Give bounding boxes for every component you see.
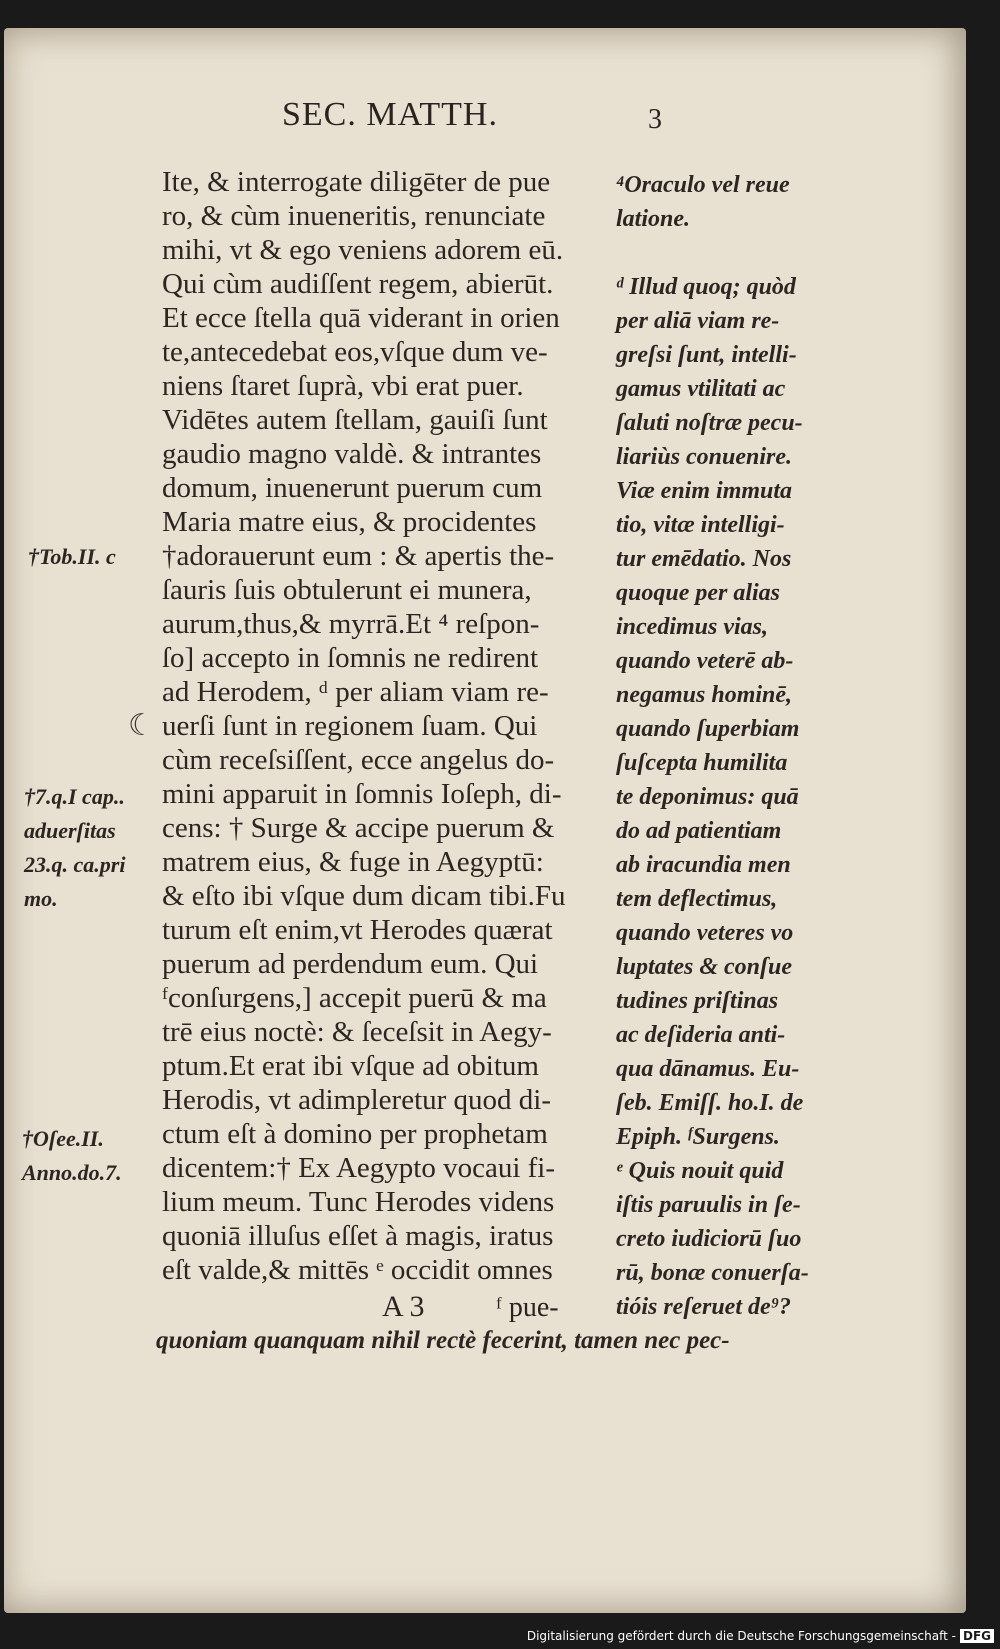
main-text-line: Qui cùm audiſſent regem, abierūt. — [162, 268, 554, 300]
gloss-line: tudines priſtinas — [616, 988, 779, 1014]
digitization-credit — [527, 1629, 994, 1643]
gloss-line: rū, bonæ conuerſa- — [616, 1260, 809, 1286]
main-text-line: dicentem:† Ex Aegypto vocaui fi- — [162, 1152, 556, 1184]
main-text-line: domum, inuenerunt puerum cum — [162, 472, 543, 504]
main-text-line: trē eius noctè: & ſeceſsit in Aegy- — [162, 1016, 552, 1048]
gloss-line: ſeb. Emiſſ. ho.I. de — [616, 1090, 804, 1116]
main-text-line: ad Herodem, ᵈ per aliam viam re- — [162, 676, 549, 708]
main-text-line: quoniā illuſus eſſet à magis, iratus — [162, 1220, 554, 1252]
catchword: ᶠ pue- — [496, 1292, 559, 1323]
gloss-line: ᵈ Illud quoq; quòd — [616, 274, 796, 300]
main-text-line: ptum.Et erat ibi vſque ad obitum — [162, 1050, 539, 1082]
main-text-line: & eſto ibi vſque dum dicam tibi.Fu — [162, 880, 566, 912]
main-text-line: †adorauerunt eum : & apertis the- — [162, 540, 555, 572]
main-text-line: ro, & cùm inueneritis, renunciate — [162, 200, 546, 232]
main-text-line: mini apparuit in ſomnis Ioſeph, di- — [162, 778, 562, 810]
main-text-line: mihi, vt & ego veniens adorem eū. — [162, 234, 564, 266]
gloss-line: quando veterē ab- — [616, 648, 794, 674]
gloss-line: tióis reſeruet de⁹? — [616, 1294, 791, 1320]
gloss-line: greſsi ſunt, intelli- — [616, 342, 797, 368]
gloss-line: negamus hominē, — [616, 682, 793, 708]
margin-note: Anno.do.7. — [22, 1160, 122, 1185]
gloss-line: ab iracundia men — [616, 852, 791, 878]
gloss-line: ⁴Oraculo vel reue — [616, 172, 790, 198]
main-text-line: Herodis, vt adimpleretur quod di- — [162, 1084, 551, 1116]
main-text-line: Ite, & interrogate diligēter de pue — [162, 166, 551, 198]
gloss-line: ᵉ Quis nouit quid — [616, 1158, 784, 1184]
gloss-line: Epiph. ᶠSurgens. — [616, 1124, 780, 1150]
running-title: SEC. MATTH. — [282, 96, 498, 133]
gloss-bottom-line: quoniam quanquam nihil rectè fecerint, tamen nec pec- — [156, 1327, 730, 1354]
gloss-line: incedimus vias, — [616, 614, 769, 640]
margin-note: 23.q. ca.pri — [24, 852, 126, 877]
main-text-line: ſauris ſuis obtulerunt ei munera, — [162, 574, 532, 606]
gloss-line: te deponimus: quā — [616, 784, 799, 810]
page-number: 3 — [648, 104, 662, 135]
margin-note: †7.q.I cap.. — [24, 784, 125, 809]
dfg-logo: DFG — [960, 1629, 994, 1643]
gloss-line: do ad patientiam — [616, 818, 782, 844]
signature-mark: A 3 — [382, 1290, 425, 1323]
main-text-line: niens ſtaret ſuprà, vbi erat puer. — [162, 370, 524, 402]
gloss-line: liariùs conuenire. — [616, 444, 793, 470]
gloss-line: Viæ enim immuta — [616, 478, 793, 504]
main-text-line: cens: † Surge & accipe puerum & — [162, 812, 555, 844]
credit-text: Digitalisierung gefördert durch die Deutsche Forschungsgemeinschaft - — [526, 1629, 956, 1643]
main-text-line: Vidētes autem ſtellam, gauiſi ſunt — [162, 404, 548, 436]
gloss-line: latione. — [616, 206, 691, 232]
main-text-line: Et ecce ſtella quā viderant in orien — [162, 302, 560, 334]
gloss-line: ac deſideria anti- — [616, 1022, 786, 1048]
main-text-line: ſo] accepto in ſomnis ne redirent — [162, 642, 539, 674]
gloss-line: per aliā viam re- — [616, 308, 780, 334]
main-text-line: Maria matre eius, & procidentes — [162, 506, 537, 538]
main-text-line: aurum,thus,& myrrā.Et ⁴ reſpon- — [162, 608, 540, 640]
gloss-line: tur emēdatio. Nos — [616, 546, 792, 572]
main-text-line: uerſi ſunt in regionem ſuam. Qui — [162, 710, 538, 742]
gloss-line: luptates & conſue — [616, 954, 793, 980]
margin-note: †Tob.II. c — [28, 544, 116, 569]
paragraph-mark: ☾ — [128, 708, 155, 743]
gloss-line: quando veteres vo — [616, 920, 794, 946]
gloss-line: qua dānamus. Eu- — [616, 1056, 800, 1082]
gloss-line: creto iudiciorū ſuo — [616, 1226, 802, 1252]
main-text-line: turum eſt enim,vt Herodes quærat — [162, 914, 553, 946]
main-text-line: ᶠconſurgens,] accepit puerū & ma — [162, 982, 547, 1014]
gloss-line: quando ſuperbiam — [616, 716, 800, 742]
main-text-line: gaudio magno valdè. & intrantes — [162, 438, 542, 470]
margin-note: mo. — [24, 886, 58, 911]
margin-note: †Oſee.II. — [22, 1126, 104, 1151]
main-text-line: eſt valde,& mittēs ᵉ occidit omnes — [162, 1254, 553, 1286]
gloss-line: quoque per alias — [616, 580, 781, 606]
gloss-line: gamus vtilitati ac — [616, 376, 786, 402]
gloss-line: ſuſcepta humilita — [616, 750, 788, 776]
gloss-line: tio, vitæ intelligi- — [616, 512, 785, 538]
main-text-line: matrem eius, & fuge in Aegyptū: — [162, 846, 544, 878]
gloss-line: iſtis paruulis in ſe- — [616, 1192, 801, 1218]
margin-note: aduerſitas — [24, 818, 116, 843]
main-text-line: ctum eſt à domino per prophetam — [162, 1118, 548, 1150]
gloss-line: ſaluti noſtræ pecu- — [616, 410, 803, 436]
main-text-line: lium meum. Tunc Herodes videns — [162, 1186, 555, 1218]
gloss-line: tem deflectimus, — [616, 886, 778, 912]
main-text-line: cùm receſsiſſent, ecce angelus do- — [162, 744, 555, 776]
main-text-line: te,antecedebat eos,vſque dum ve- — [162, 336, 548, 368]
main-text-line: puerum ad perdendum eum. Qui — [162, 948, 539, 980]
